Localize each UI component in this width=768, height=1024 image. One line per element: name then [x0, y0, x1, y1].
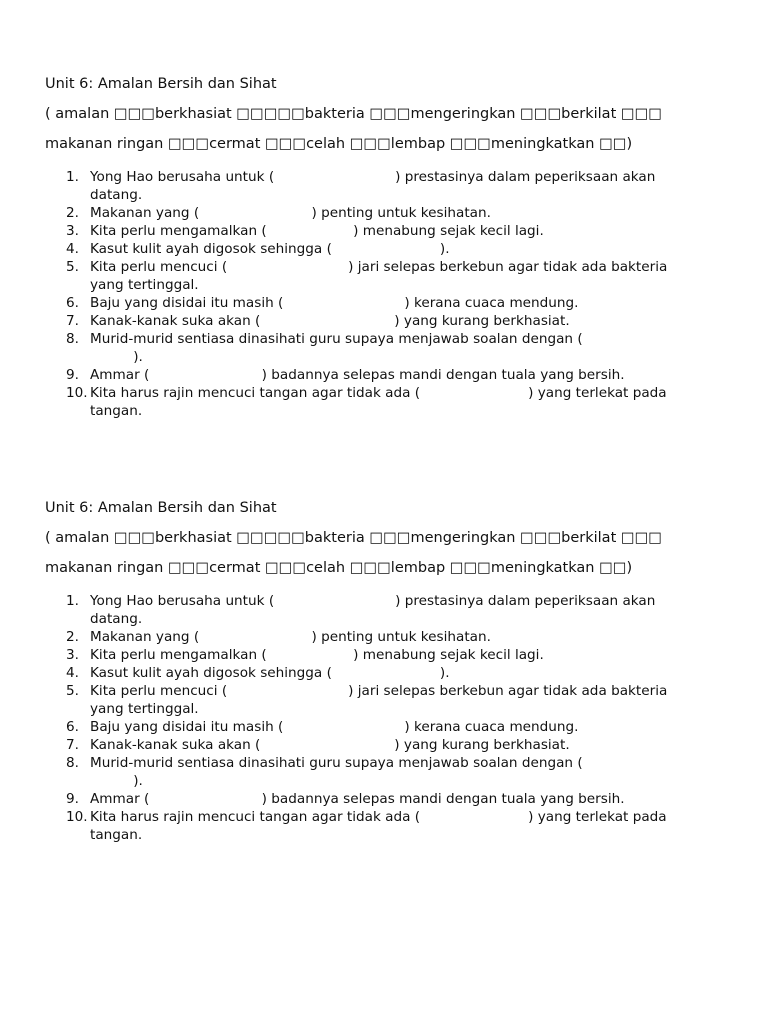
- question-text: Ammar ( ) badannya selepas mandi dengan tuala yang bersih.: [90, 791, 625, 807]
- question-item: [45, 592, 705, 628]
- question-list: [45, 592, 705, 844]
- question-text: Baju yang disidai itu masih ( ) kerana cuaca mendung.: [90, 295, 579, 311]
- question-text: Kita harus rajin mencuci tangan agar tidak ada ( ) yang terlekat pada tangan.: [90, 385, 671, 419]
- question-text: Murid-murid sentiasa dinasihati guru supaya menjawab soalan dengan (: [90, 755, 583, 771]
- question-item: [45, 366, 705, 384]
- question-number: 8.: [66, 331, 79, 347]
- question-item: [45, 718, 705, 736]
- question-number: 7.: [66, 737, 79, 753]
- question-item: [45, 240, 705, 258]
- question-item: [45, 736, 705, 754]
- question-text: Kita perlu mengamalkan ( ) menabung sejak kecil lagi.: [90, 223, 544, 239]
- question-item: [45, 384, 705, 420]
- question-text: Murid-murid sentiasa dinasihati guru supaya menjawab soalan dengan (: [90, 331, 583, 347]
- question-number: 3.: [66, 647, 79, 663]
- word-bank-line-1: ( amalan □□□berkhasiat □□□□□bakteria □□□mengeringkan □□□berkilat □□□: [45, 106, 662, 122]
- word-bank-line-1: ( amalan □□□berkhasiat □□□□□bakteria □□□mengeringkan □□□berkilat □□□: [45, 530, 662, 546]
- question-item: [45, 312, 705, 330]
- question-text: Makanan yang ( ) penting untuk kesihatan.: [90, 629, 491, 645]
- question-number: 6.: [66, 719, 79, 735]
- question-item: [45, 682, 705, 718]
- question-text: Makanan yang ( ) penting untuk kesihatan.: [90, 205, 491, 221]
- question-number: 10.: [66, 809, 88, 825]
- question-text: Baju yang disidai itu masih ( ) kerana cuaca mendung.: [90, 719, 579, 735]
- question-number: 1.: [66, 593, 79, 609]
- question-text: Kita harus rajin mencuci tangan agar tidak ada ( ) yang terlekat pada tangan.: [90, 809, 671, 843]
- question-item: [45, 790, 705, 808]
- question-text: Yong Hao berusaha untuk ( ) prestasinya dalam peperiksaan akan datang.: [90, 169, 660, 203]
- question-text: Kasut kulit ayah digosok sehingga ( ).: [90, 665, 450, 681]
- question-list: [45, 168, 705, 420]
- question-item: [45, 330, 705, 366]
- question-number: 5.: [66, 683, 79, 699]
- worksheet-copy-1: [45, 74, 705, 420]
- question-number: 7.: [66, 313, 79, 329]
- question-number: 3.: [66, 223, 79, 239]
- question-number: 6.: [66, 295, 79, 311]
- question-text: Kita perlu mencuci ( ) jari selepas berkebun agar tidak ada bakteria yang tertinggal.: [90, 259, 672, 293]
- question-text: Kita perlu mencuci ( ) jari selepas berkebun agar tidak ada bakteria yang tertinggal.: [90, 683, 672, 717]
- question-continuation: ).: [90, 349, 143, 365]
- question-text: Ammar ( ) badannya selepas mandi dengan tuala yang bersih.: [90, 367, 625, 383]
- question-item: [45, 204, 705, 222]
- question-number: 4.: [66, 665, 79, 681]
- question-number: 9.: [66, 367, 79, 383]
- unit-title: Unit 6: Amalan Bersih dan Sihat: [45, 76, 277, 92]
- question-item: [45, 646, 705, 664]
- question-number: 2.: [66, 629, 79, 645]
- worksheet-copy-2: [45, 498, 705, 844]
- question-item: [45, 294, 705, 312]
- question-number: 9.: [66, 791, 79, 807]
- question-item: [45, 628, 705, 646]
- question-number: 5.: [66, 259, 79, 275]
- question-text: Kanak-kanak suka akan ( ) yang kurang berkhasiat.: [90, 313, 570, 329]
- question-number: 1.: [66, 169, 79, 185]
- question-item: [45, 754, 705, 790]
- question-continuation: ).: [90, 773, 143, 789]
- question-item: [45, 168, 705, 204]
- question-item: [45, 808, 705, 844]
- question-item: [45, 258, 705, 294]
- question-number: 2.: [66, 205, 79, 221]
- question-number: 8.: [66, 755, 79, 771]
- word-bank-line-2: makanan ringan □□□cermat □□□celah □□□lembap □□□meningkatkan □□): [45, 560, 633, 576]
- question-number: 4.: [66, 241, 79, 257]
- question-item: [45, 664, 705, 682]
- question-text: Yong Hao berusaha untuk ( ) prestasinya dalam peperiksaan akan datang.: [90, 593, 660, 627]
- word-bank-line-2: makanan ringan □□□cermat □□□celah □□□lembap □□□meningkatkan □□): [45, 136, 633, 152]
- unit-title: Unit 6: Amalan Bersih dan Sihat: [45, 500, 277, 516]
- question-number: 10.: [66, 385, 88, 401]
- question-text: Kanak-kanak suka akan ( ) yang kurang berkhasiat.: [90, 737, 570, 753]
- question-text: Kita perlu mengamalkan ( ) menabung sejak kecil lagi.: [90, 647, 544, 663]
- question-text: Kasut kulit ayah digosok sehingga ( ).: [90, 241, 450, 257]
- question-item: [45, 222, 705, 240]
